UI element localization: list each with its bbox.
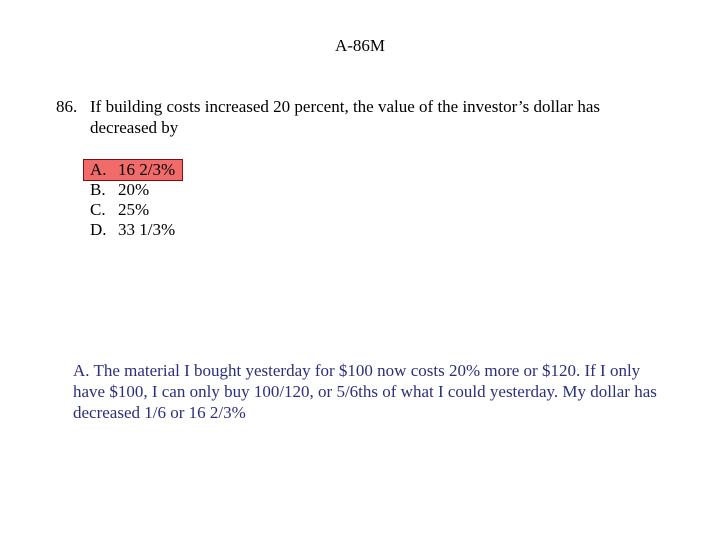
choice-letter: A. (90, 160, 107, 179)
question (56, 96, 656, 138)
choice-text: 20% (118, 180, 150, 199)
choice-c (90, 200, 182, 220)
choice-letter: B. (90, 180, 106, 199)
answer-choices (90, 160, 182, 240)
choice-text: 33 1/3% (118, 220, 176, 239)
choice-letter: C. (90, 200, 106, 219)
question-number: 86. (56, 97, 78, 116)
choice-d (90, 220, 182, 240)
choice-b (90, 180, 182, 200)
answer-explanation: A. The material I bought yesterday for $100 now costs 20% more or $120. If I only have $100, I can only buy 100/120, or 5/6ths of what I could yesterday. My dollar has decreased 1/6 or 16 2/3% (73, 361, 657, 422)
page-title: A-86M (334, 36, 386, 55)
choice-letter: D. (90, 220, 107, 239)
choice-a (84, 160, 182, 180)
question-text: If building costs increased 20 percent, the value of the investor’s dollar has decreased by (90, 97, 601, 137)
choice-text: 16 2/3% (118, 160, 176, 179)
choice-text: 25% (118, 200, 150, 219)
